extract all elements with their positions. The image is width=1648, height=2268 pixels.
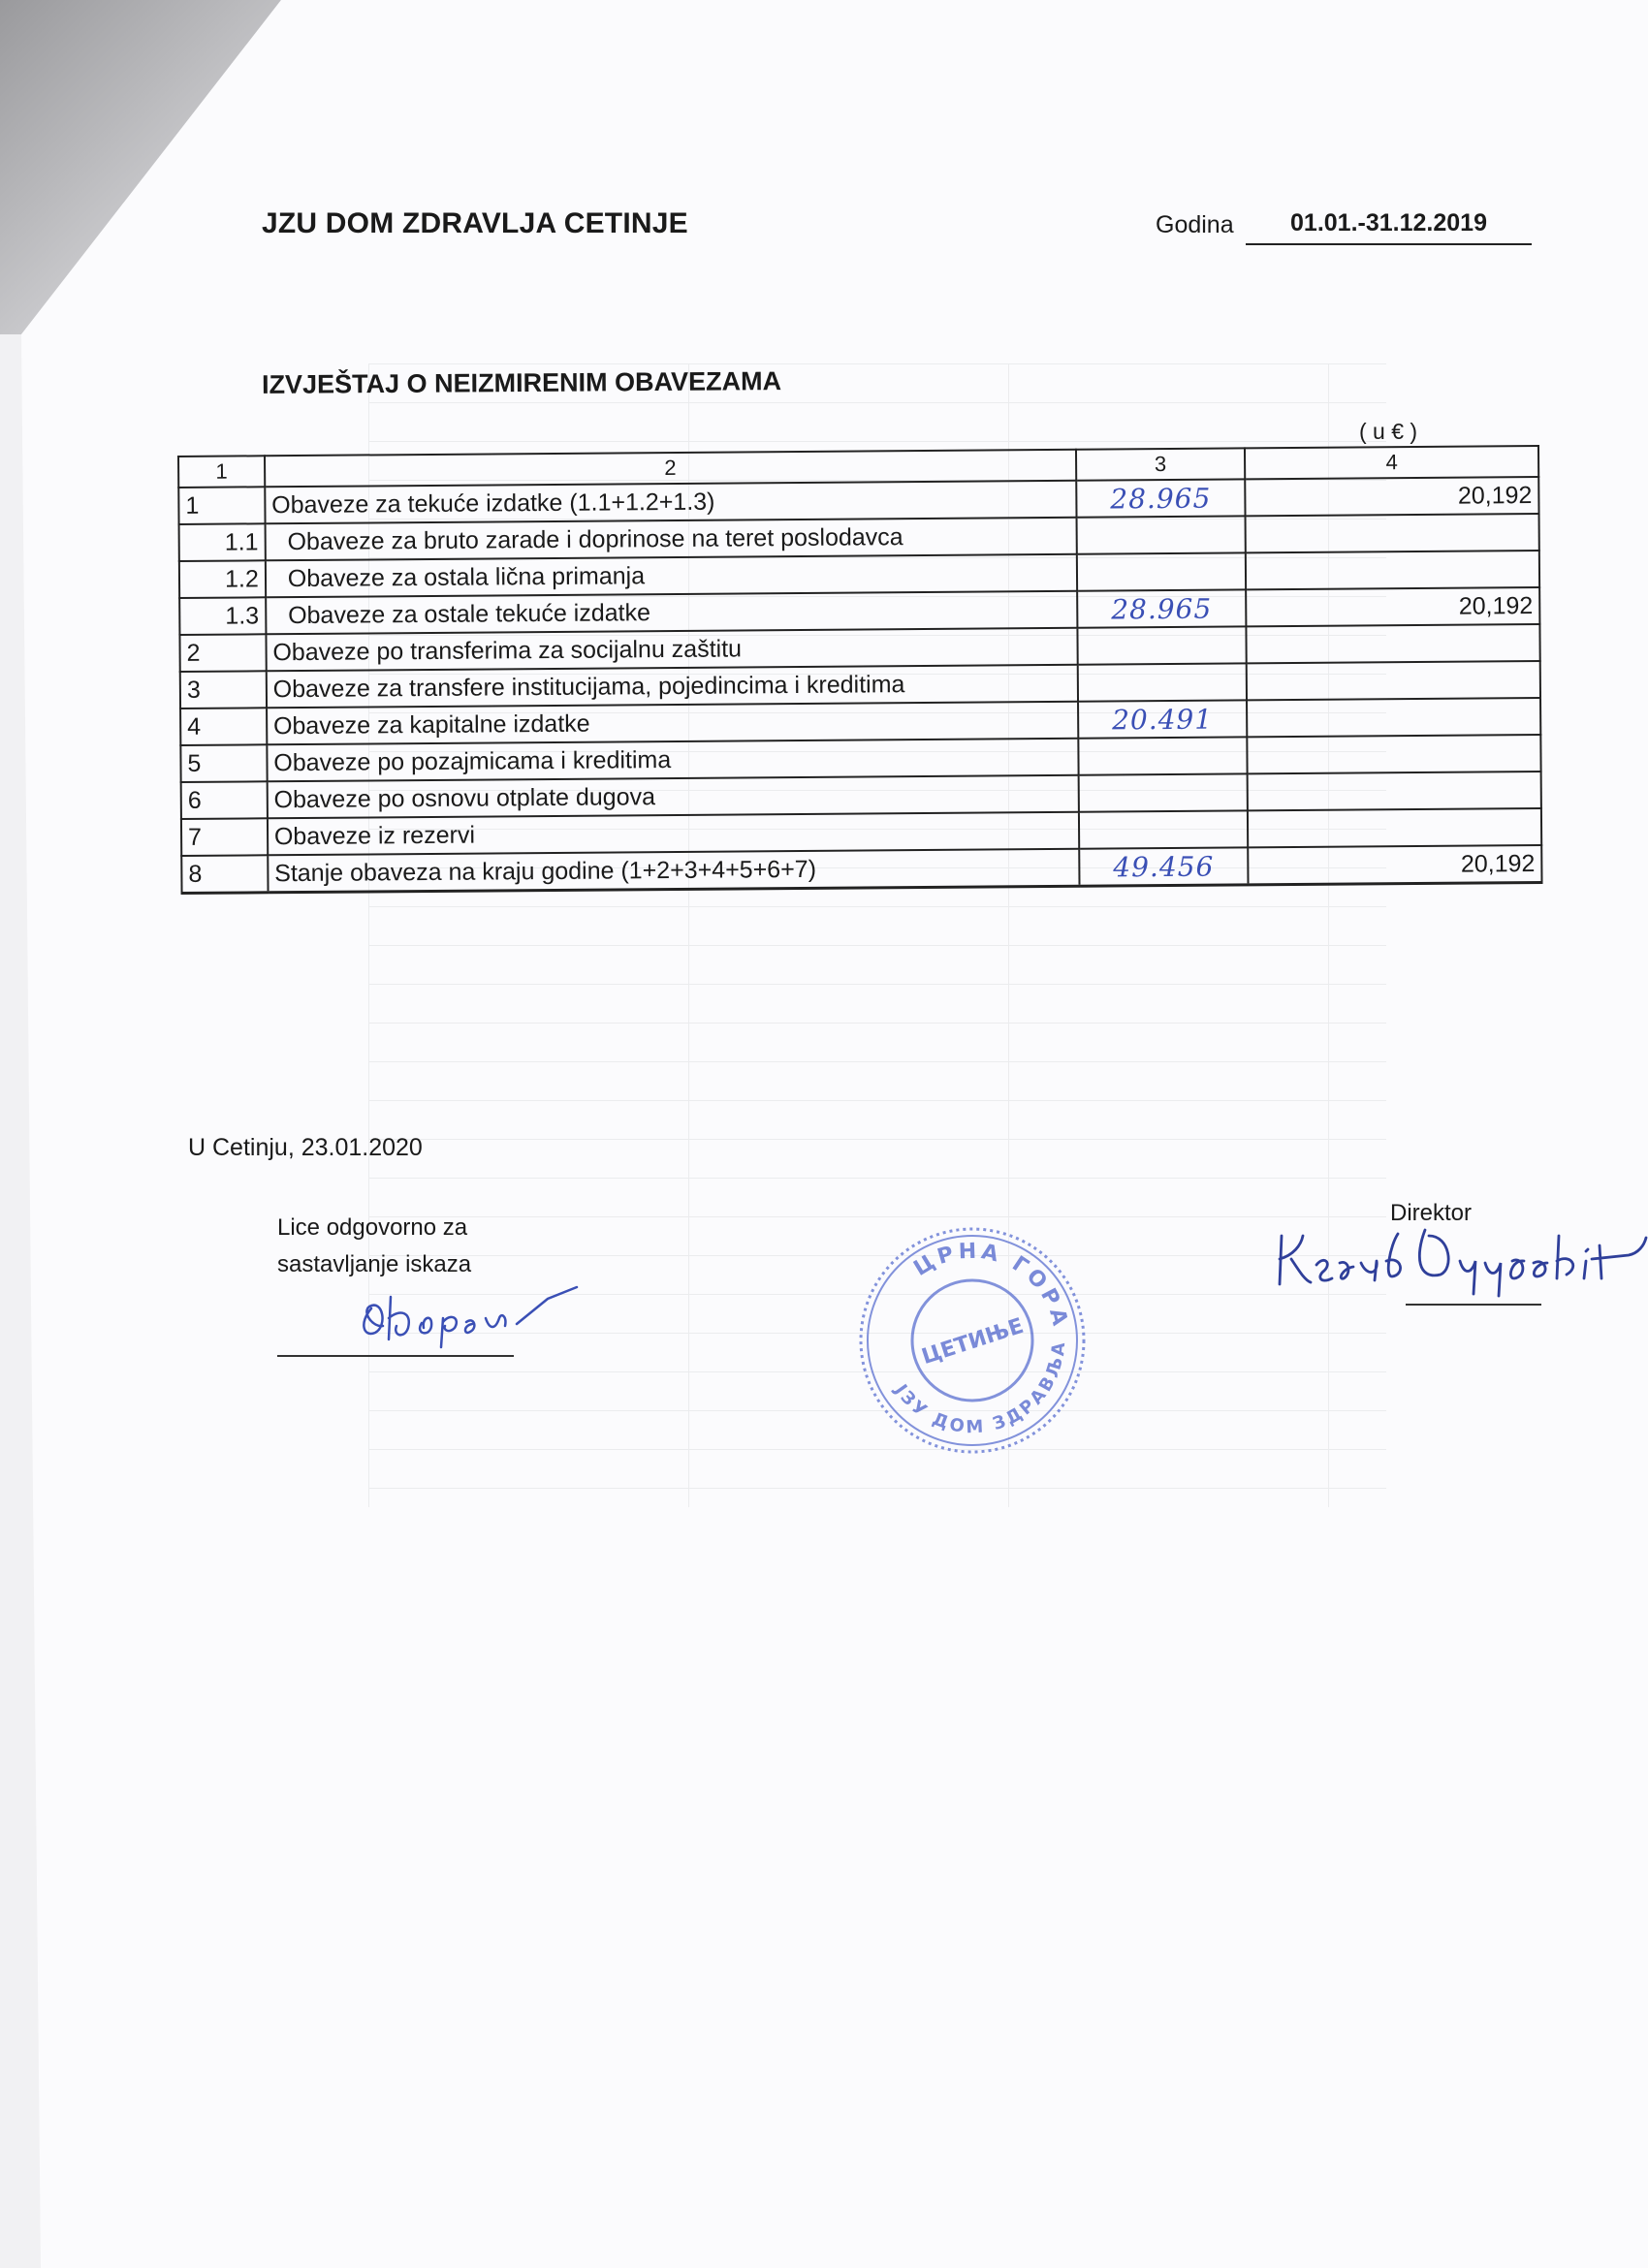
row-amount — [1247, 661, 1540, 700]
row-label: Obaveze po osnovu otplate dugova — [267, 775, 1078, 819]
handwritten-value: 49.456 — [1113, 850, 1215, 883]
row-amount — [1247, 698, 1540, 737]
director-signature — [1270, 1216, 1648, 1304]
row-number: 6 — [181, 781, 268, 819]
row-number: 3 — [180, 671, 267, 709]
row-amount: 20,192 — [1248, 845, 1541, 885]
director-signature-line — [1406, 1304, 1541, 1306]
row-label: Obaveze za bruto zarade i doprinose na teret poslodavca — [265, 518, 1076, 561]
responsible-person-label — [277, 1210, 471, 1283]
seal-text-bottom: ЈЗУ ДОМ ЗДРАВЉА — [890, 1339, 1070, 1438]
row-label: Obaveze za transfere institucijama, pojedincima i kreditima — [267, 665, 1078, 709]
row-amount — [1248, 772, 1541, 810]
handwritten-amount — [1078, 700, 1248, 738]
handwritten-amount — [1078, 773, 1248, 811]
handwritten-value: 20.491 — [1112, 703, 1214, 736]
row-number: 1.3 — [179, 597, 266, 635]
row-label: Obaveze za kapitalne izdatke — [267, 702, 1078, 745]
handwritten-amount — [1076, 479, 1246, 517]
godina-value: 01.01.-31.12.2019 — [1246, 209, 1532, 245]
row-number: 1.1 — [179, 523, 266, 561]
row-amount: 20,192 — [1245, 477, 1538, 516]
svg-text:ЦРНА ГОРА — [909, 1240, 1072, 1332]
handwritten-amount — [1079, 847, 1249, 886]
row-amount — [1246, 551, 1539, 589]
currency-unit: ( u € ) — [1359, 419, 1418, 444]
row-number: 5 — [180, 744, 267, 782]
row-label: Obaveze za ostala lična primanja — [266, 554, 1077, 598]
handwritten-amount — [1077, 626, 1247, 664]
column-header: 4 — [1245, 446, 1538, 479]
row-number: 1 — [178, 487, 265, 524]
official-seal — [851, 1219, 1093, 1462]
svg-text:ЈЗУ ДОМ ЗДРАВЉА — [889, 1339, 1069, 1437]
handwritten-amount — [1078, 737, 1248, 774]
row-amount — [1246, 514, 1539, 552]
handwritten-amount — [1077, 589, 1247, 627]
row-label: Stanje obaveza na kraju godine (1+2+3+4+5+6+7) — [268, 849, 1079, 893]
seal-text-top: ЦРНА ГОРА — [909, 1239, 1073, 1333]
responsible-line-2: sastavljanje iskaza — [277, 1251, 472, 1277]
obligations-table — [177, 445, 1543, 895]
responsible-line-1: Lice odgovorno za — [277, 1214, 468, 1241]
row-number: 8 — [181, 855, 268, 893]
responsible-signature — [354, 1279, 586, 1357]
row-label: Obaveze po transferima za socijalnu zaštitu — [266, 628, 1077, 672]
row-number: 1.2 — [179, 560, 266, 598]
row-number: 4 — [180, 708, 267, 745]
row-label: Obaveze za ostale tekuće izdatke — [266, 591, 1077, 635]
place-date: U Cetinju, 23.01.2020 — [188, 1134, 423, 1161]
report-title: IZVJEŠTAJ O NEIZMIRENIM OBAVEZAMA — [261, 366, 782, 399]
seal-text-center: ЦЕТИЊЕ — [918, 1313, 1028, 1370]
row-number: 7 — [181, 818, 268, 856]
row-label: Obaveze iz rezervi — [268, 812, 1079, 856]
director-label: Direktor — [1390, 1200, 1473, 1226]
row-amount — [1247, 735, 1540, 773]
handwritten-amount — [1076, 516, 1246, 553]
organization-name: JZU DOM ZDRAVLJA CETINJE — [262, 207, 688, 239]
column-header: 3 — [1076, 448, 1246, 480]
row-label: Obaveze po pozajmicama i kreditima — [267, 739, 1078, 782]
row-amount — [1248, 808, 1541, 847]
handwritten-amount — [1077, 552, 1247, 590]
handwritten-value: 28.965 — [1110, 482, 1212, 515]
column-header: 1 — [178, 456, 265, 488]
handwritten-value: 28.965 — [1111, 592, 1213, 625]
row-label: Obaveze za tekuće izdatke (1.1+1.2+1.3) — [265, 481, 1076, 524]
godina-label: Godina — [1156, 211, 1234, 238]
column-header: 2 — [265, 450, 1076, 488]
row-amount — [1247, 624, 1540, 663]
row-amount: 20,192 — [1246, 587, 1539, 626]
handwritten-amount — [1079, 810, 1249, 848]
handwritten-amount — [1078, 663, 1248, 701]
row-number: 2 — [179, 634, 266, 672]
